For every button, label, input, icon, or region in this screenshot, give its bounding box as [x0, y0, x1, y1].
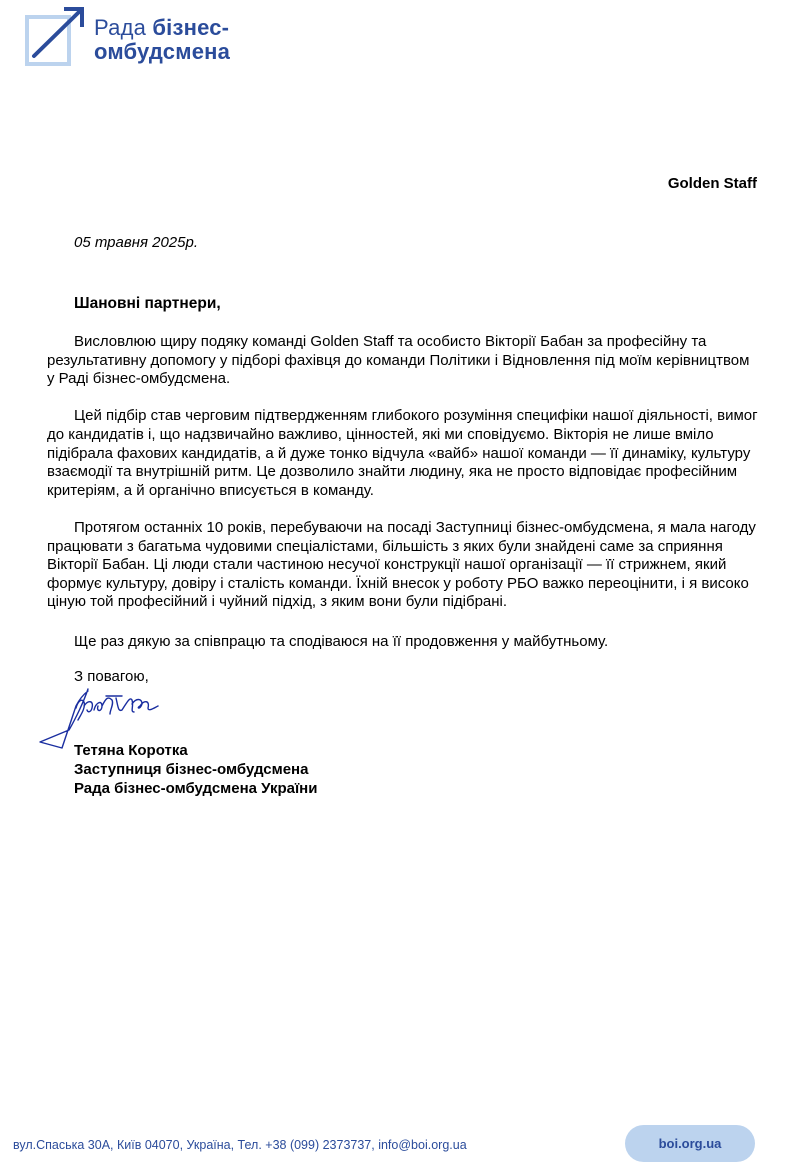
signer-organization: Рада бізнес-омбудсмена України: [74, 780, 318, 797]
paragraph: Цей підбір став черговим підтвердженням глибокого розуміння специфіки нашої діяльності, вимог до кандидатів і, що надзвичайно важливо, цінностей, які ми сповідуємо. Вікторія не лише вміло підібрала фахових кандидатів, а й дуже тонко відчула «вайб» нашої команди — її динаміку, культуру взаємодії та внутрішній ритм. Це дозволило знайти людину, яка не просто відповідає професійним критеріям, а й органічно вписується в команду.: [47, 407, 758, 499]
signer-block: [74, 741, 317, 798]
signer-title: Заступниця бізнес-омбудсмена: [74, 761, 309, 778]
logo-word-rada: Рада: [94, 15, 147, 40]
arrow-square-icon: [24, 4, 94, 68]
salutation: Шановні партнери,: [74, 295, 221, 312]
letter-body: [47, 333, 761, 631]
logo-wordmark: [94, 16, 230, 64]
signer-name: Тетяна Коротка: [74, 742, 188, 759]
closing-sentence: Ще раз дякую за співпрацю та сподіваюся на її продовження у майбутньому.: [74, 633, 609, 650]
recipient: Golden Staff: [667, 175, 757, 192]
paragraph: Протягом останніх 10 років, перебуваючи на посаді Заступниці бізнес-омбудсмена, я мала нагоду працювати з багатьма чудовими спеціалістами, більшість з яких були знайдені саме за сприяння Вікторії Бабан. Ці люди стали частиною несучої конструкції нашої організації — її стрижнем, який формує культуру, довіру і сталість команди. Їхній внесок у роботу РБО важко переоцінити, і я високо ціную той професійний і чуйний підхід, з яким вони були підібрані.: [47, 518, 756, 611]
logo-word-ombudsman: омбудсмена: [94, 39, 231, 64]
organization-logo: [24, 4, 264, 68]
footer-address: вул.Спаська 30А, Київ 04070, Україна, Тел. +38 (099) 2373737, info@boi.org.ua: [13, 1138, 467, 1152]
letter-date: 05 травня 2025р.: [74, 234, 199, 251]
regards: З повагою,: [74, 668, 149, 685]
website-link[interactable]: boi.org.ua: [625, 1125, 755, 1162]
logo-word-business: бізнес-: [152, 15, 230, 40]
paragraph: Висловлюю щиру подяку команді Golden Staff та особисто Вікторії Бабан за професійну та результативну допомогу у підборі фахівця до команди Політики і Відновлення під моїм керівництвом у Раді бізнес-омбудсмена.: [47, 333, 750, 388]
